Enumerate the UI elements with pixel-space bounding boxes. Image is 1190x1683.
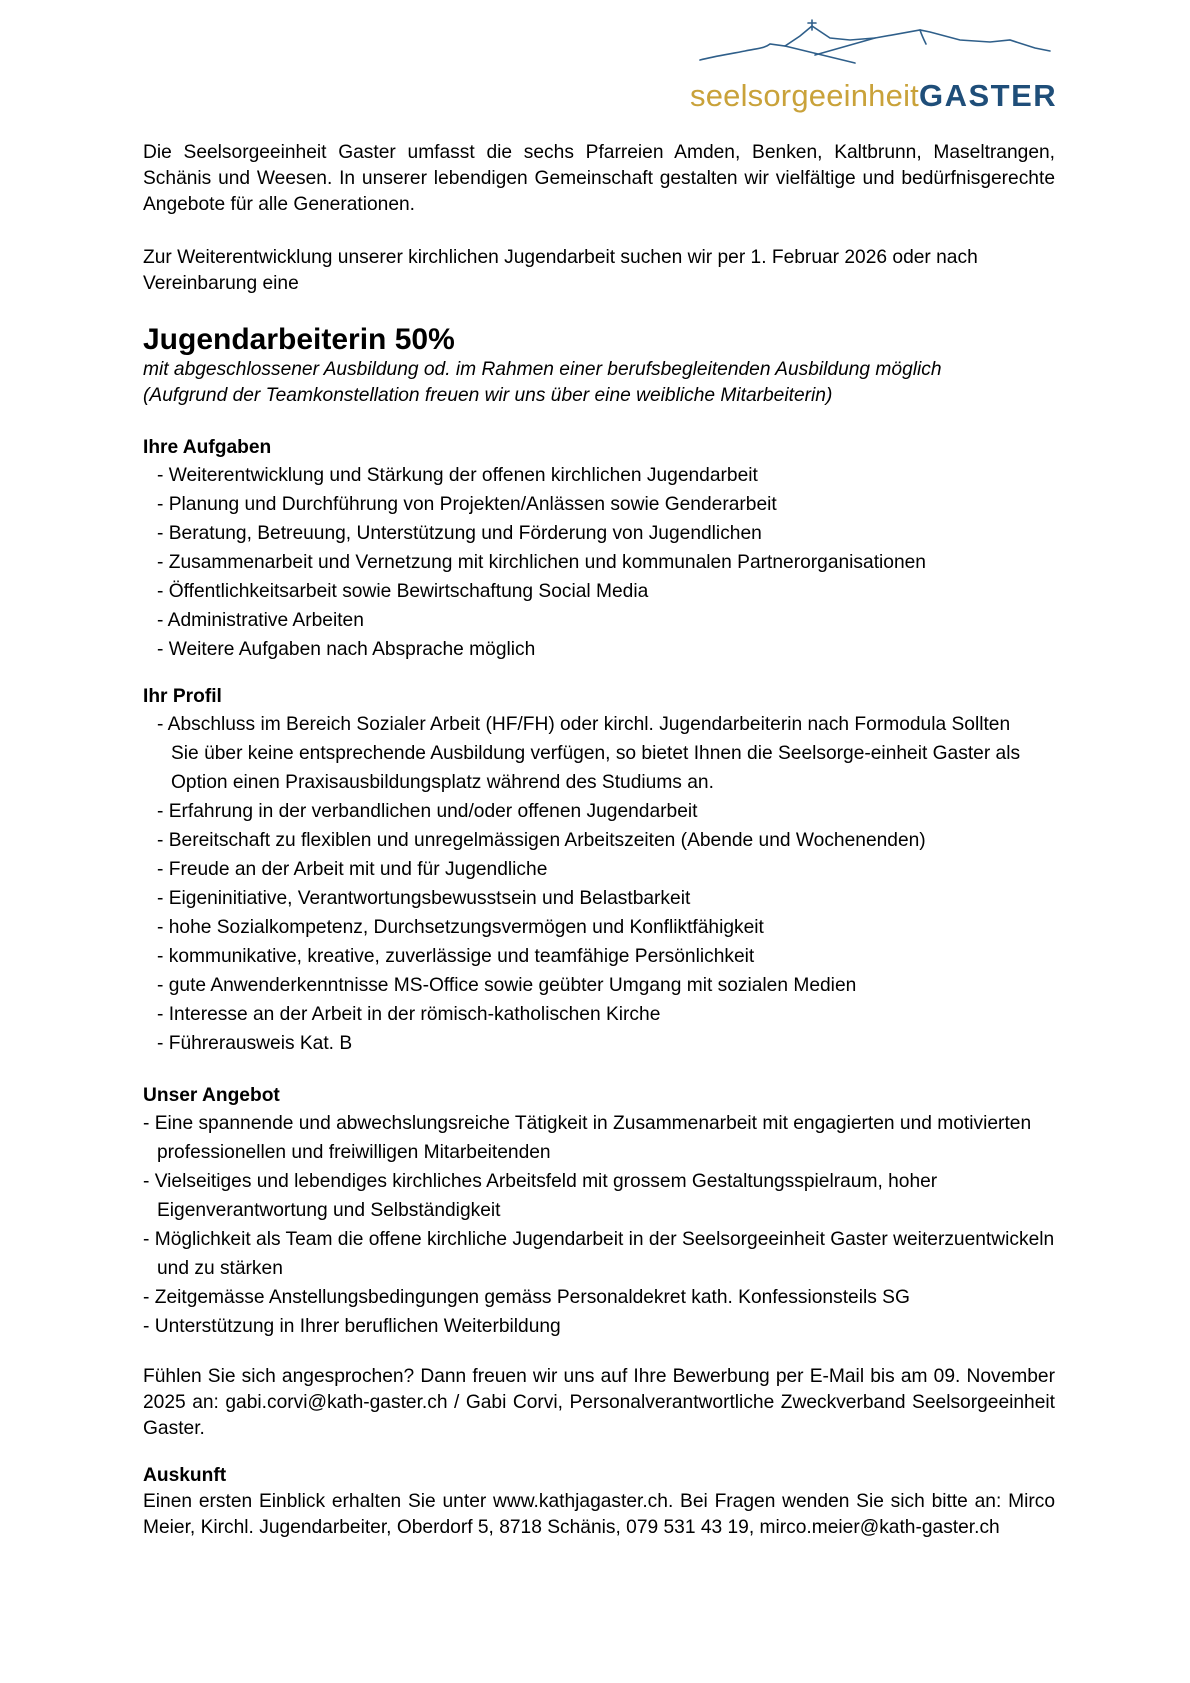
application-paragraph: Fühlen Sie sich angesprochen? Dann freuen wir uns auf Ihre Bewerbung per E-Mail bis am 09. November 2025 an: gabi.corvi@kath-gaster.ch / Gabi Corvi, Personalverantwortliche Zweckverband Seelsorgeeinheit Gaster. [143,1366,1055,1439]
organization-logo [690,18,1060,118]
list-item: - gute Anwenderkenntnisse MS-Office sowie geübter Umgang mit sozialen Medien [157,975,857,996]
angebot-list [143,1109,1055,1341]
section-heading-profil: Ihr Profil [143,686,222,707]
list-item: - Administrative Arbeiten [157,610,364,631]
intro-paragraph: Die Seelsorgeeinheit Gaster umfasst die sechs Pfarreien Amden, Benken, Kaltbrunn, Maseltrangen, Schänis und Weesen. In unserer lebendigen Gemeinschaft gestalten wir vielfältige und bedürfnisgerechte Angebote für alle Generationen. [143,142,1055,215]
job-title: Jugendarbeiterin 50% [143,323,455,356]
list-item: - Vielseitiges und lebendiges kirchliches Arbeitsfeld mit grossem Gestaltungsspielraum, hoher Eigenverantwortung und Selbständigkeit [143,1171,938,1221]
list-item: - Weiterentwicklung und Stärkung der offenen kirchlichen Jugendarbeit [157,465,758,486]
list-item: - kommunikative, kreative, zuverlässige und teamfähige Persönlichkeit [157,946,755,967]
job-subtitle-line-2: (Aufgrund der Teamkonstellation freuen wir uns über eine weibliche Mitarbeiterin) [143,385,833,406]
list-item: - Freude an der Arbeit mit und für Jugendliche [157,859,548,880]
logo-text-bold: GASTER [918,78,1058,113]
section-angebot [143,1083,1055,1341]
section-auskunft [143,1463,1055,1541]
section-heading-auskunft: Auskunft [143,1465,227,1486]
job-subtitle [143,357,942,409]
contact-paragraph: Einen ersten Einblick erhalten Sie unter www.kathjagaster.ch. Bei Fragen wenden Sie sich bitte an: Mirco Meier, Kirchl. Jugendarbeiter, Oberdorf 5, 8718 Schänis, 079 531 43 19, mirco.meier@kath-gaster.ch [143,1491,1055,1538]
list-item: - Erfahrung in der verbandlichen und/oder offenen Jugendarbeit [157,801,698,822]
section-heading-angebot: Unser Angebot [143,1085,280,1106]
aufgaben-list [143,461,926,664]
section-profil [143,684,1055,1058]
list-item: - Interesse an der Arbeit in der römisch-katholischen Kirche [157,1004,661,1025]
list-item: - Öffentlichkeitsarbeit sowie Bewirtschaftung Social Media [157,581,649,602]
list-item: - Bereitschaft zu flexiblen und unregelmässigen Arbeitszeiten (Abende und Wochenenden) [157,830,926,851]
list-item: - Planung und Durchführung von Projekten/Anlässen sowie Genderarbeit [157,494,777,515]
list-item: - hohe Sozialkompetenz, Durchsetzungsvermögen und Konfliktfähigkeit [157,917,764,938]
logo-wordmark [690,80,1057,111]
list-item: - Eine spannende und abwechslungsreiche Tätigkeit in Zusammenarbeit mit engagierten und motivierten professionellen und freiwilligen Mitarbeitenden [143,1113,1032,1163]
section-heading-aufgaben: Ihre Aufgaben [143,437,272,458]
list-item: - Unterstützung in Ihrer beruflichen Weiterbildung [143,1316,561,1337]
list-item: - Eigeninitiative, Verantwortungsbewusstsein und Belastbarkeit [157,888,691,909]
list-item: - Führerausweis Kat. B [157,1033,353,1054]
intro-search-paragraph: Zur Weiterentwicklung unserer kirchlichen Jugendarbeit suchen wir per 1. Februar 2026 oder nach Vereinbarung eine [143,247,978,294]
logo-text-light: seelsorgeeinheit [690,78,919,113]
list-item: - Weitere Aufgaben nach Absprache möglich [157,639,536,660]
job-subtitle-line-1: mit abgeschlossener Ausbildung od. im Rahmen einer berufsbegleitenden Ausbildung möglich [143,359,942,380]
list-item: - Zusammenarbeit und Vernetzung mit kirchlichen und kommunalen Partnerorganisationen [157,552,926,573]
list-item: - Zeitgemässe Anstellungsbedingungen gemäss Personaldekret kath. Konfessionsteils SG [143,1287,910,1308]
mountain-cross-icon [690,18,1060,78]
list-item: - Möglichkeit als Team die offene kirchliche Jugendarbeit in der Seelsorgeeinheit Gaster weiterzuentwickeln und zu stärken [143,1229,1055,1279]
section-aufgaben [143,435,926,664]
profil-list [143,710,1055,1058]
list-item: - Abschluss im Bereich Sozialer Arbeit (HF/FH) oder kirchl. Jugendarbeiterin nach Formodula Sollten Sie über keine entsprechende Ausbildung verfügen, so bietet Ihnen die Seelsorge-einheit Gaster als Option einen Praxisausbildungsplatz während des Studiums an. [157,714,1021,793]
list-item: - Beratung, Betreuung, Unterstützung und Förderung von Jugendlichen [157,523,762,544]
